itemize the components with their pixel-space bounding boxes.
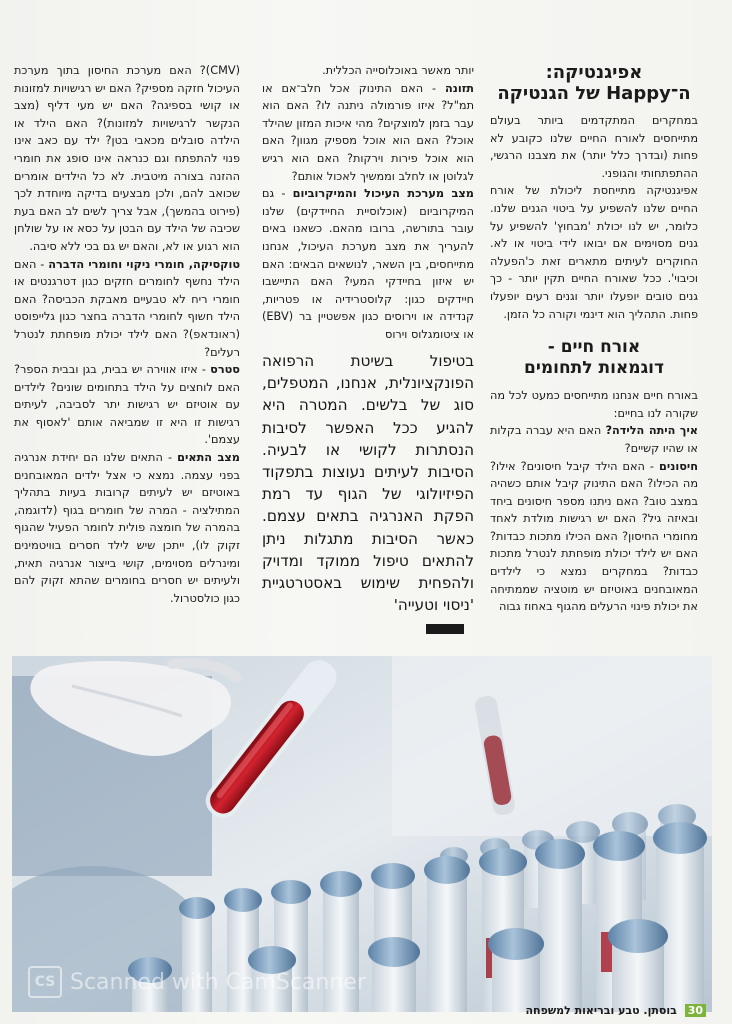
article-title-line2: ה־Happy של הגנטיקה — [497, 83, 691, 104]
page-number: 30 — [685, 1004, 706, 1017]
section-heading-line2: דוגמאות לתחומים — [523, 358, 665, 379]
watermark-text: Scanned with CamScanner — [70, 969, 366, 995]
paragraph-body: - התאים שלנו הם יחידת אנרגיה בפני עצמה. נמצא כי אצל ילדים המאובחנים באוטיזם יש לעיתים קרובות בעיות בתהליך המתילציה - המרה של חומרים בגוף (לדוגמה, בהמרה של חומצה פולית לחומר הפעיל שהגוף זקוק לו), ייתכן שיש לילד חסרים בוויטמינים ומינרלים מסוימים, קושי בייצור אנרגיה תאית, ולעיתים יש חסרים בחומרים שהתא זקוק להם כגון כולסטרול. — [14, 451, 240, 605]
section-heading-line1: אורח חיים - — [547, 337, 641, 358]
paragraph: יותר מאשר באוכלוסייה הכללית. — [322, 64, 474, 77]
paragraph — [14, 256, 240, 362]
pull-quote: בטיפול בשיטת הרפואה הפונקציונלית, אנחנו, המטפלים, סוג של בלשים. המטרה היא להגיע ככל האפשר לסיבות הנסתרות לקושי או לבעיה. הסיבות לעיתים נעוצות בתפקוד הפיזיולוגי של הגוף עד רמת הפקת האנרגיה בתאים עצמם. כאשר הסיבות מתגלות ניתן להתאים טיפול ממוקד ומדויק ולהפחית שימוש באסטרטגיית 'ניסוי וטעייה' — [262, 352, 474, 615]
middle-column — [262, 62, 474, 344]
page-footer — [525, 1004, 706, 1017]
paragraph-lead: מצב מערכת העיכול והמיקרוביום — [292, 187, 474, 201]
right-column — [490, 62, 698, 616]
paragraph-body: - האם הילד קיבל חיסונים? אילו? מה הכילו? האם התינוק קיבל אותם כשהיה במצב טוב? האם ניתנו מספר חיסונים ביחד ובאיזה גיל? האם יש רגישות מולדת לאחד מחומרי החיסון? האם הכילו מתכות כבדות? האם יש לילד יכולת מופחתת לנטרל מתכות כבדות? במחקרים נמצא כי לילדים המאובחנים באוטיזם יש מוטציה שממתיחה את יכולת פינוי הרעלים מהגוף באחוז גבוה — [490, 459, 698, 614]
paragraph — [262, 80, 474, 186]
paragraph-body: - איזו אווירה יש בבית, בגן ובבית הספר? האם לוחצים על הילד בתחומים שונים? לילדים עם אוטיזם יש רגישות יתר לסביבה, לעיתים רגישות זו היא זו שמביאה אותם 'לאסוף את עצמם'. — [14, 363, 240, 447]
paragraph: באורח חיים אנחנו מתייחסים כמעט לכל מה שקורה לנו בחיים: — [490, 389, 698, 420]
paragraph-lead: מצב התאים — [177, 451, 240, 465]
paragraph: אפיגנטיקה מתייחסת ליכולת של אורח החיים שלנו להשפיע על ביטוי הגנים שלנו. כלומר, יש לנו יכולת 'מבחוץ' להשפיע על גנים מסוימים אם יבואו לידי ביטוי או לא. החוקרים לעיתים מתארים זאת כ'הפעלה וכיבוי'. ככל שאורח החיים תקין יותר - כך גנים טובים יופעלו יותר וגנים רעים יופעלו פחות. התהליך הוא דינמי וקורה כל הזמן. — [490, 184, 698, 321]
paragraph-lead: תזונה — [445, 81, 474, 95]
magazine-name: בוסתן. טבע ובריאות למשפחה — [525, 1004, 677, 1017]
paragraph-lead: חיסונים — [659, 459, 698, 473]
paragraph-lead: טוקסיקה, חומרי ניקוי וחומרי הדברה — [48, 257, 241, 271]
paragraph-body: - האם התינוק אכל חלב־אם או תמ"ל? איזו פורמולה ניתנה לו? האם הוא עבר בזמן למוצקים? מהי איכות המזון שהילד אוכל? האם הוא אוכל מספיק מגוון? האם הוא אוכל פירות וירקות? האם הוא רגיש לגלוטן או לחלב וממשיך לאכול אותם? — [262, 81, 474, 183]
section-heading — [490, 337, 698, 379]
pull-quote-bar — [426, 624, 464, 634]
camscanner-logo-icon: CS — [28, 966, 62, 998]
left-column — [14, 62, 240, 607]
paragraph — [262, 185, 474, 343]
paragraph-body: האם היא עברה בקלות או שהיו קשיים? — [490, 424, 698, 455]
article-title-line1: אפיגנטיקה: — [545, 62, 643, 83]
lab-photo — [12, 656, 712, 1012]
paragraph: (CMV)? האם מערכת החיסון בתוך מערכת העיכול חזקה מספיק? האם יש רגישויות למזונות או קושי בספיגה? האם יש מעי דליף (מצב הנקשר לרגישויות למזונות)? האם הילד או הילדה סובלים מכאבי בטן? ילד עם כאב אינו פנוי להתפתח וגם כנראה אינו סופג את חומרי ההזנה בצורה מיטבית. לא כל הילדים אומרים שכואב להם, ולכן מבצעים בדיקה מיוחדת לכך (פירוט בהמשך), אבל צריך לשים לב האם בעת שכיבה של הילד עם הבטן על כסא או על שולחן הוא רגוע או לא, והאם יש גם בכי ללא סיבה. — [13, 64, 240, 253]
paragraph-body: - גם המיקרוביום (אוכלוסיית החיידקים) שלנו עובר בתורשה, ברובו מהאם. כשאנו באים להעריך את מצב מערכת העיכול, אנחנו מתייחסים, בין השאר, לנושאים הבאים: האם יש איזון בחיידקי המעי? האם התיישבו חיידקים כגון: קלוסטרידיה או פטריות, קנדידה או וירוסים כגון אפשטיין בר (EBV) או ציטומגלוס וירוס — [262, 187, 474, 341]
paragraph — [14, 361, 240, 449]
paragraph-body: - האם הילד נחשף לחומרים חזקים כגון דטרגנטים או חומרי ריח לא טבעיים מאבקת הכביסה? האם הילד חשוף לחומרי הדברה בחצר כגון גלייפוסט (ראונדאפ)? האם לילד יכולת מופחתת לנטרל רעלים? — [14, 257, 240, 359]
paragraph-lead: סטרס — [210, 363, 240, 377]
article-title — [490, 62, 698, 104]
lab-tubes-illustration — [12, 656, 712, 1012]
paragraph — [490, 422, 698, 457]
paragraph — [490, 458, 698, 616]
paragraph — [14, 449, 240, 607]
paragraph-lead: איך היתה הלידה? — [605, 424, 698, 438]
paragraph: במחקרים המתקדמים ביותר בעולם מתייחסים לאורח החיים שלנו כקובע לא פחות (ובדרך כלל יותר) את מצבנו הרגשי, ההתפתחותי והגופני. — [490, 114, 698, 180]
